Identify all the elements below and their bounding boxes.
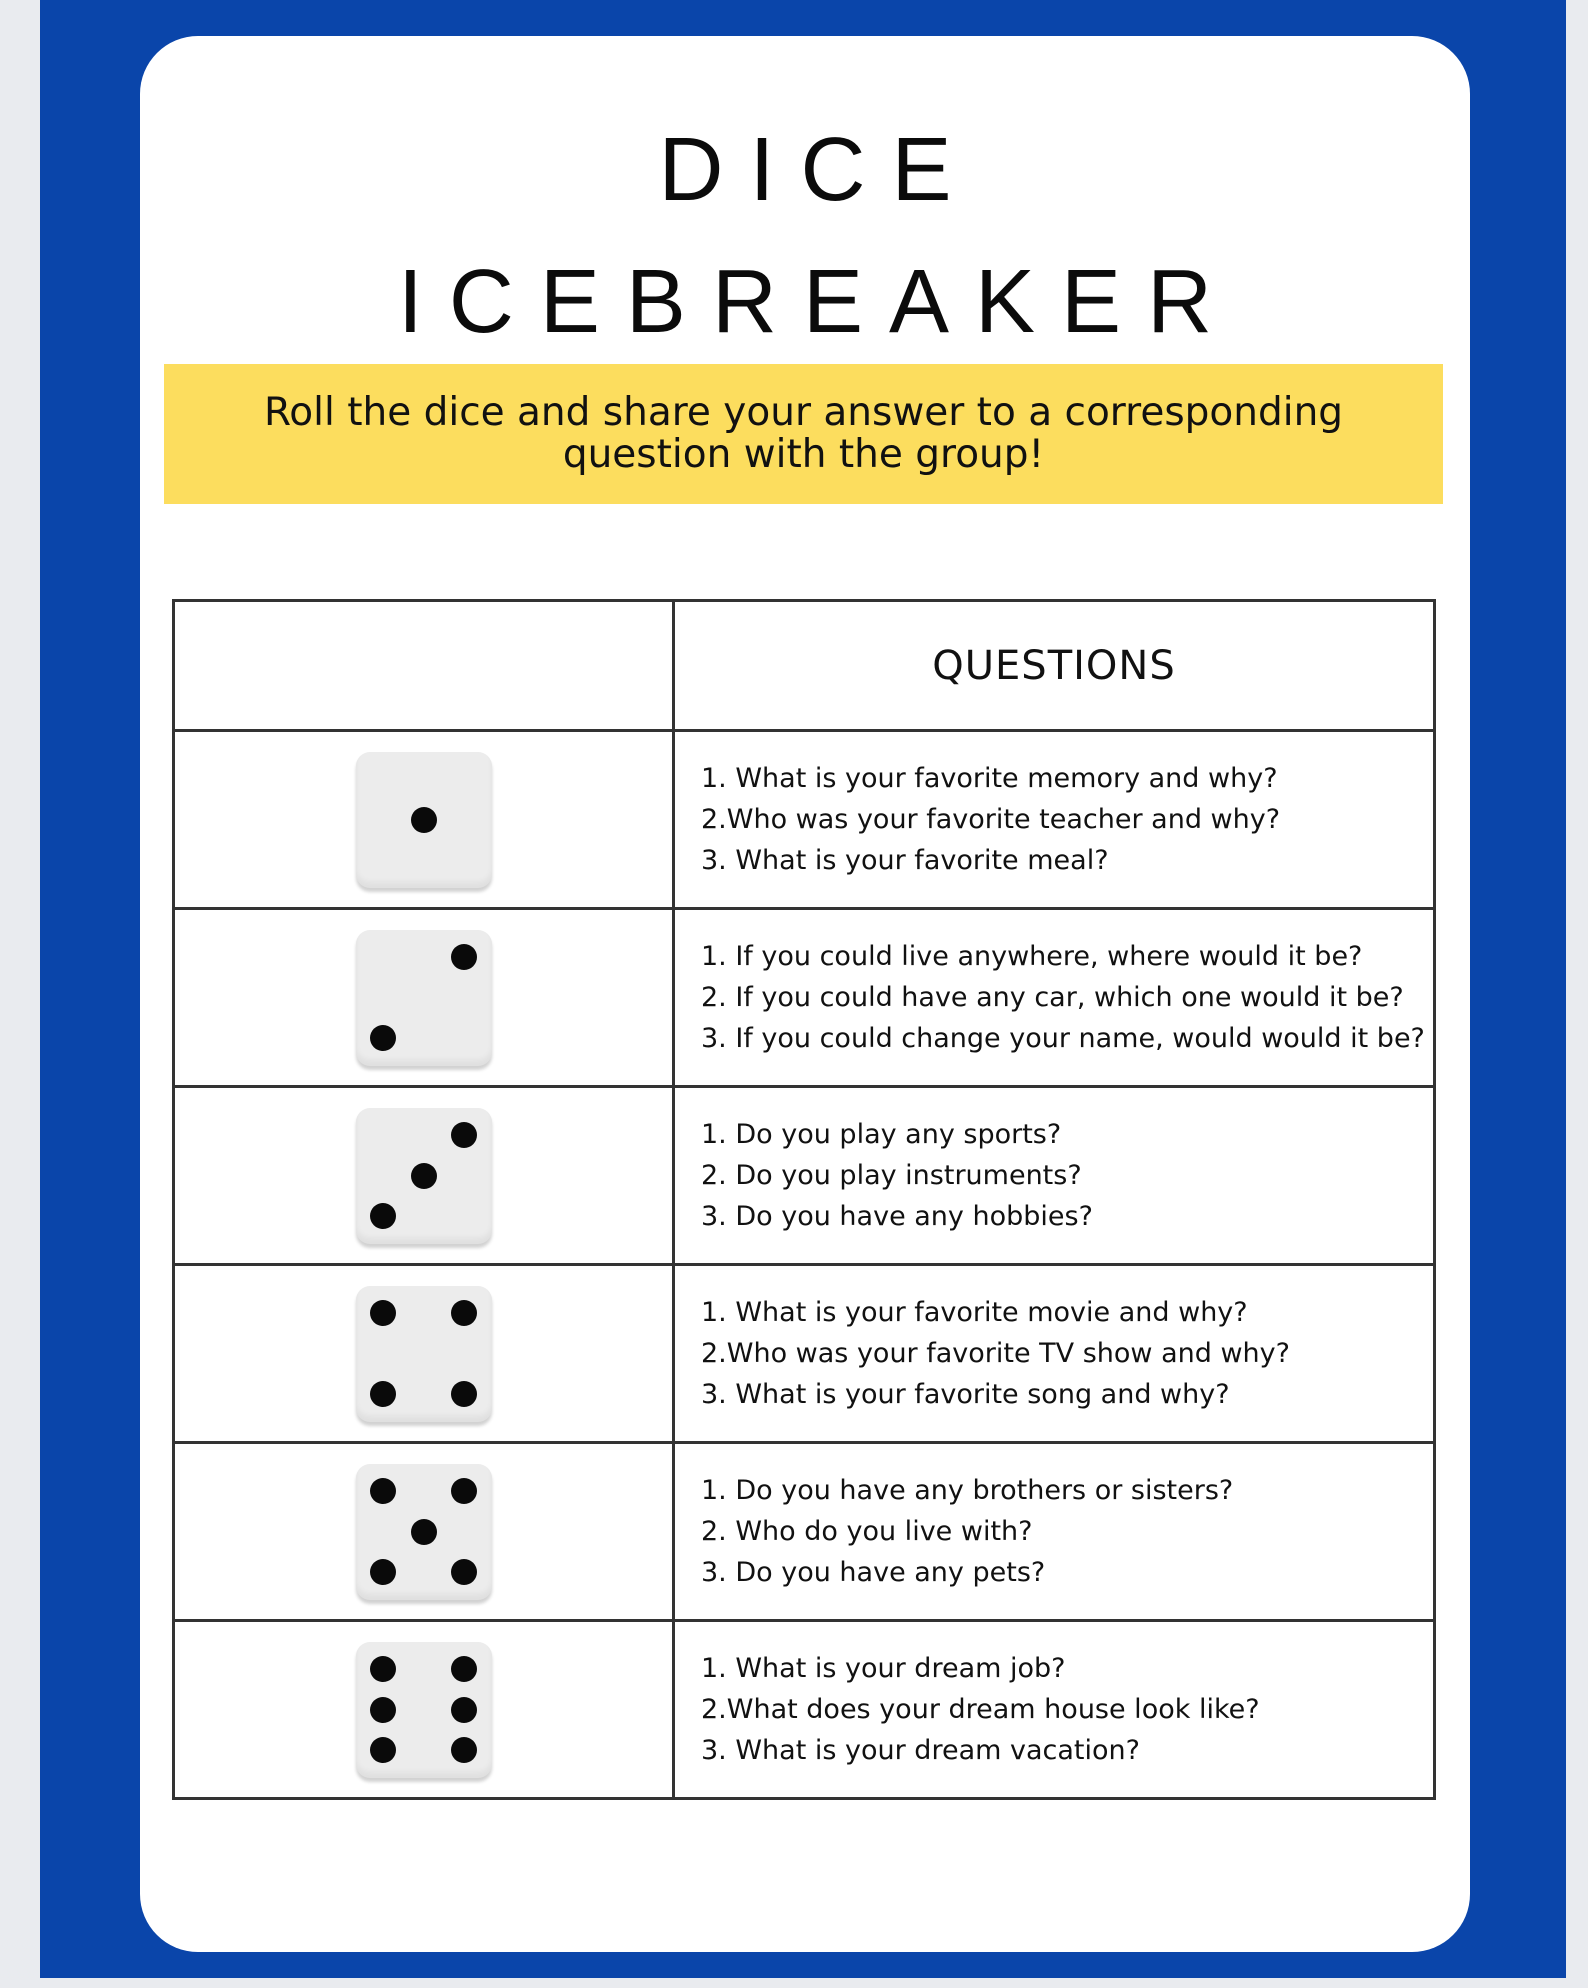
die-pip: [451, 1737, 477, 1763]
question-line: 1. What is your dream job?: [701, 1653, 1066, 1684]
worksheet-card: [140, 36, 1470, 1952]
question-line: 3. What is your favorite meal?: [701, 845, 1109, 876]
question-line: 1. What is your favorite memory and why?: [701, 763, 1278, 794]
instructions-text: Roll the dice and share your answer to a corresponding question with the group!: [263, 390, 1344, 477]
title-line-1: DICE: [658, 120, 978, 220]
die-cell: [174, 909, 674, 1087]
die-cell: [174, 1087, 674, 1265]
questions-cell: [674, 1265, 1435, 1443]
questions-header-label: QUESTIONS: [932, 642, 1176, 689]
die-pip: [451, 1122, 477, 1148]
die-pip: [370, 1203, 396, 1229]
question-line: 1. Do you have any brothers or sisters?: [701, 1475, 1234, 1506]
die-face-6-icon: [356, 1642, 492, 1778]
question-line: 2. Do you play instruments?: [701, 1160, 1082, 1191]
table-row: [174, 1443, 1435, 1621]
die-pip: [370, 1697, 396, 1723]
die-face-2-icon: [356, 930, 492, 1066]
questions-cell: [674, 1087, 1435, 1265]
die-pip: [370, 1559, 396, 1585]
die-pip: [451, 1559, 477, 1585]
questions-cell: [674, 909, 1435, 1087]
question-line: 3. Do you have any hobbies?: [701, 1201, 1093, 1232]
questions-column-header: [674, 601, 1435, 731]
die-face-1-icon: [356, 752, 492, 888]
die-pip: [451, 1478, 477, 1504]
question-line: 1. If you could live anywhere, where would it be?: [701, 941, 1363, 972]
die-pip: [370, 1737, 396, 1763]
die-pip: [451, 1697, 477, 1723]
title-line-2: ICEBREAKER: [397, 252, 1239, 352]
die-pip: [451, 1656, 477, 1682]
table-row: [174, 1621, 1435, 1799]
die-pip: [370, 1300, 396, 1326]
die-cell: [174, 1443, 674, 1621]
question-line: 3. If you could change your name, would would it be?: [701, 1023, 1425, 1054]
questions-cell: [674, 731, 1435, 909]
question-line: 2.What does your dream house look like?: [701, 1694, 1260, 1725]
questions-table: [172, 599, 1436, 1800]
question-line: 2.Who was your favorite teacher and why?: [701, 804, 1281, 835]
die-cell: [174, 1265, 674, 1443]
die-pip: [451, 1381, 477, 1407]
instructions-banner: [164, 364, 1443, 504]
die-cell: [174, 731, 674, 909]
die-face-4-icon: [356, 1286, 492, 1422]
question-line: 1. What is your favorite movie and why?: [701, 1297, 1248, 1328]
die-pip: [370, 1478, 396, 1504]
table-row: [174, 1265, 1435, 1443]
die-pip: [451, 1300, 477, 1326]
questions-cell: [674, 1621, 1435, 1799]
question-line: 3. Do you have any pets?: [701, 1557, 1046, 1588]
question-line: 2. If you could have any car, which one would it be?: [701, 982, 1404, 1013]
die-pip: [370, 1025, 396, 1051]
die-pip: [411, 1163, 437, 1189]
die-pip: [370, 1381, 396, 1407]
table-row: [174, 909, 1435, 1087]
die-cell: [174, 1621, 674, 1799]
question-line: 1. Do you play any sports?: [701, 1119, 1062, 1150]
die-face-3-icon: [356, 1108, 492, 1244]
die-pip: [370, 1656, 396, 1682]
table-row: [174, 731, 1435, 909]
table-header-row: [174, 601, 1435, 731]
questions-cell: [674, 1443, 1435, 1621]
die-pip: [451, 944, 477, 970]
question-line: 2. Who do you live with?: [701, 1516, 1033, 1547]
table-row: [174, 1087, 1435, 1265]
dice-column-header: [174, 601, 674, 731]
question-line: 2.Who was your favorite TV show and why?: [701, 1338, 1290, 1369]
die-pip: [411, 1519, 437, 1545]
question-line: 3. What is your dream vacation?: [701, 1735, 1140, 1766]
question-line: 3. What is your favorite song and why?: [701, 1379, 1230, 1410]
die-face-5-icon: [356, 1464, 492, 1600]
die-pip: [411, 807, 437, 833]
